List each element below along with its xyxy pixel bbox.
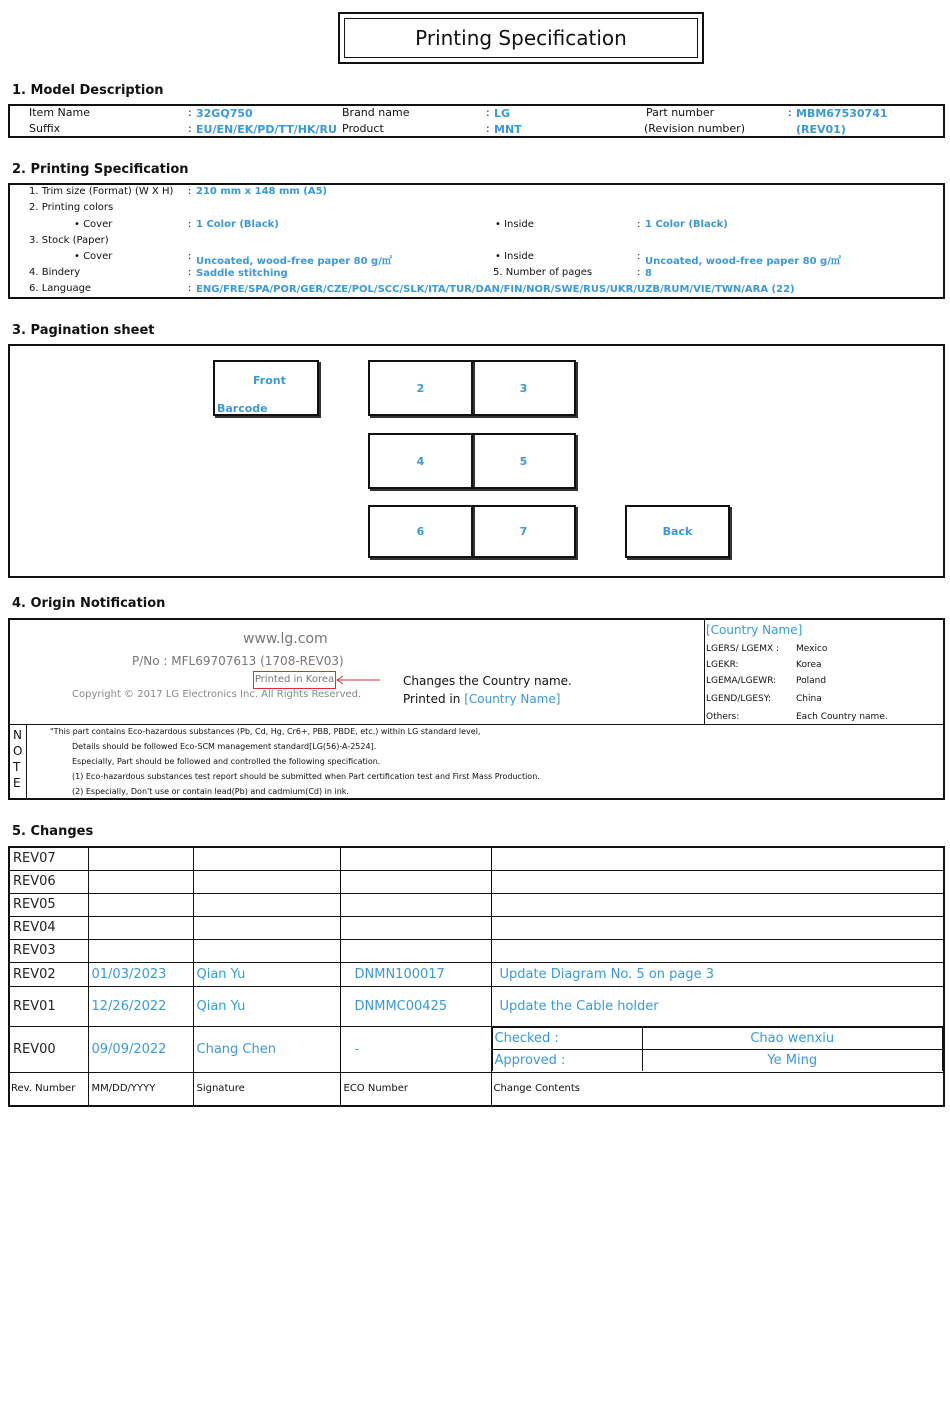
eco-cell	[340, 847, 491, 870]
section-3-heading: 3. Pagination sheet	[12, 323, 155, 338]
arrow-left-icon	[334, 674, 382, 686]
country-code: LGEMA/LGEWR:	[706, 676, 777, 686]
back-label: Back	[662, 525, 693, 538]
rev-cell: REV02	[9, 962, 88, 986]
note-letter: O	[13, 744, 23, 758]
note-line: (1) Eco-hazardous substances test report should be submitted when Part certification test and First Mass Production.	[72, 772, 540, 781]
note-letter: E	[13, 776, 21, 790]
footer-rev: Rev. Number	[9, 1072, 88, 1106]
language-label: 6. Language	[29, 283, 92, 294]
checked-value: Chao wenxiu	[642, 1027, 943, 1049]
checked-row	[492, 1027, 943, 1049]
content-cell: Update Diagram No. 5 on page 3	[491, 962, 944, 986]
signature-cell: Chang Chen	[193, 1026, 340, 1072]
part-number-label: Part number	[646, 106, 715, 119]
table-row	[9, 939, 944, 962]
section-1-heading: 1. Model Description	[12, 83, 164, 98]
page-6-label: 6	[416, 525, 425, 538]
approval-cell	[491, 1026, 944, 1072]
country-code: Others:	[706, 712, 740, 722]
eco-cell	[340, 916, 491, 939]
cover-stock-value: Uncoated, wood-free paper 80 g/㎡	[196, 256, 392, 267]
note-line: Details should be followed Eco-SCM management standard[LG(56)-A-2524].	[72, 742, 377, 751]
suffix-label: Suffix	[29, 122, 61, 135]
eco-cell: DNMMC00425	[340, 986, 491, 1026]
trim-label: 1. Trim size (Format) (W X H)	[29, 186, 174, 197]
approved-value: Ye Ming	[642, 1049, 943, 1071]
date-cell: 09/09/2022	[88, 1026, 193, 1072]
printed-in-line	[403, 692, 560, 706]
colon: :	[486, 106, 490, 119]
stock-label: 3. Stock (Paper)	[29, 235, 109, 246]
country-name: China	[796, 694, 822, 704]
country-placeholder: [Country Name]	[464, 692, 561, 706]
change-note: Changes the Country name.	[403, 674, 572, 688]
colon: :	[188, 219, 192, 230]
revision-label: (Revision number)	[644, 122, 745, 135]
colon: :	[188, 251, 192, 262]
cover-color-value: 1 Color (Black)	[196, 219, 279, 230]
rev-cell: REV01	[9, 986, 88, 1026]
inside-color-value: 1 Color (Black)	[645, 219, 728, 230]
eco-cell: -	[340, 1026, 491, 1072]
footer-signature: Signature	[193, 1072, 340, 1106]
divider	[10, 724, 943, 725]
part-number-value: MBM67530741	[796, 107, 888, 120]
eco-cell: DNMN100017	[340, 962, 491, 986]
rev-cell: REV06	[9, 870, 88, 893]
date-cell	[88, 847, 193, 870]
colon: :	[188, 106, 192, 119]
page-5	[471, 433, 576, 489]
colon: :	[637, 267, 641, 278]
eco-cell	[340, 870, 491, 893]
table-row	[9, 893, 944, 916]
approved-label: Approved :	[492, 1049, 642, 1071]
inside-label: • Inside	[495, 251, 534, 262]
country-code: LGEND/LGESY:	[706, 694, 772, 704]
section-4-heading: 4. Origin Notification	[12, 596, 166, 611]
brand-label: Brand name	[342, 106, 410, 119]
country-name: Poland	[796, 676, 827, 686]
product-label: Product	[342, 122, 384, 135]
signature-cell: Qian Yu	[193, 962, 340, 986]
date-cell	[88, 939, 193, 962]
page-7-label: 7	[519, 525, 528, 538]
note-line: (2) Especially, Don't use or contain lead(Pb) and cadmium(Cd) in ink.	[72, 787, 349, 796]
table-row	[9, 916, 944, 939]
brand-value: LG	[494, 107, 511, 120]
rev-cell: REV00	[9, 1026, 88, 1072]
signature-cell	[193, 847, 340, 870]
country-name: Korea	[796, 660, 822, 670]
rev-cell: REV07	[9, 847, 88, 870]
barcode-label: Barcode	[217, 402, 268, 415]
section-2-heading: 2. Printing Specification	[12, 162, 189, 177]
page-3	[471, 360, 576, 416]
item-name-value: 32GQ750	[196, 107, 253, 120]
checked-label: Checked :	[492, 1027, 642, 1049]
country-name: Each Country name.	[796, 712, 888, 722]
footer-content: Change Contents	[491, 1072, 944, 1106]
content-cell	[491, 870, 944, 893]
table-row	[9, 986, 944, 1026]
note-letter: N	[13, 728, 22, 742]
note-line: "This part contains Eco-hazardous substances (Pb, Cd, Hg, Cr6+, PBB, PBDE, etc.) within LG standard level,	[50, 727, 481, 736]
approval-table	[492, 1027, 944, 1072]
pages-value: 8	[645, 268, 652, 279]
copyright-text: Copyright © 2017 LG Electronics Inc. All Rights Reserved.	[72, 689, 362, 700]
table-row	[9, 962, 944, 986]
bindery-value: Saddle stitching	[196, 268, 288, 279]
note-letter: T	[13, 760, 21, 774]
page-4	[368, 433, 473, 489]
page-2	[368, 360, 473, 416]
page-5-label: 5	[519, 454, 528, 468]
signature-cell	[193, 939, 340, 962]
printing-spec-box	[8, 183, 945, 299]
country-name: Mexico	[796, 644, 828, 654]
content-cell	[491, 847, 944, 870]
content-cell	[491, 939, 944, 962]
language-value: ENG/FRE/SPA/POR/GER/CZE/POL/SCC/SLK/ITA/TUR/DAN/FIN/NOR/SWE/RUS/UKR/UZB/RUM/VIE/TWN/ARA (22)	[196, 284, 795, 295]
section-5-heading: 5. Changes	[12, 824, 94, 839]
www-text: www.lg.com	[243, 631, 328, 647]
date-cell: 12/26/2022	[88, 986, 193, 1026]
note-line: Especially, Part should be followed and controlled the following specification.	[72, 757, 381, 766]
colon: :	[188, 122, 192, 135]
date-cell	[88, 893, 193, 916]
model-description-box	[8, 104, 945, 138]
rev-cell: REV05	[9, 893, 88, 916]
date-cell: 01/03/2023	[88, 962, 193, 986]
page-3-label: 3	[519, 381, 528, 395]
bindery-label: 4. Bindery	[29, 267, 81, 278]
colon: :	[637, 251, 641, 262]
page-2-label: 2	[416, 381, 425, 395]
front-page	[213, 360, 319, 416]
page-6	[368, 505, 473, 558]
cover-label: • Cover	[74, 219, 113, 230]
changes-table	[8, 846, 945, 1107]
colon: :	[486, 122, 490, 135]
country-code: LGEKR:	[706, 660, 739, 670]
signature-cell	[193, 916, 340, 939]
colon: :	[188, 283, 192, 294]
item-name-label: Item Name	[29, 106, 90, 119]
country-code: LGERS/ LGEMX :	[706, 644, 780, 654]
part-number-text: P/No : MFL69707613 (1708-REV03)	[132, 654, 344, 668]
rev-cell: REV03	[9, 939, 88, 962]
product-value: MNT	[494, 123, 522, 136]
content-cell	[491, 916, 944, 939]
content-cell	[491, 893, 944, 916]
footer-eco: ECO Number	[340, 1072, 491, 1106]
divider	[704, 620, 705, 724]
table-footer-row	[9, 1072, 944, 1106]
table-row	[9, 1026, 944, 1072]
eco-cell	[340, 893, 491, 916]
table-row	[9, 847, 944, 870]
colon: :	[188, 267, 192, 278]
back-page	[625, 505, 730, 558]
pages-label: 5. Number of pages	[493, 267, 593, 278]
country-header: [Country Name]	[706, 623, 803, 637]
title-box	[338, 12, 704, 64]
inside-label: • Inside	[495, 219, 534, 230]
origin-box	[8, 618, 945, 800]
colon: :	[788, 106, 792, 119]
approved-row	[492, 1049, 943, 1071]
eco-cell	[340, 939, 491, 962]
page-title: Printing Specification	[344, 18, 698, 58]
table-row	[9, 870, 944, 893]
suffix-value: EU/EN/EK/PD/TT/HK/RU	[196, 123, 337, 136]
rev-cell: REV04	[9, 916, 88, 939]
printed-in-korea-text: Printed in Korea	[253, 671, 336, 689]
colon: :	[637, 219, 641, 230]
page-7	[471, 505, 576, 558]
signature-cell	[193, 893, 340, 916]
colon: :	[188, 186, 192, 197]
content-cell: Update the Cable holder	[491, 986, 944, 1026]
divider	[26, 724, 27, 798]
front-label: Front	[253, 374, 286, 387]
trim-value: 210 mm x 148 mm (A5)	[196, 186, 328, 197]
footer-date: MM/DD/YYYY	[88, 1072, 193, 1106]
cover-label: • Cover	[74, 251, 113, 262]
printing-colors-label: 2. Printing colors	[29, 202, 114, 213]
page-4-label: 4	[416, 454, 425, 468]
revision-value: (REV01)	[796, 123, 846, 136]
inside-stock-value: Uncoated, wood-free paper 80 g/㎡	[645, 256, 841, 267]
signature-cell	[193, 870, 340, 893]
date-cell	[88, 916, 193, 939]
printed-in-label: Printed in	[403, 692, 461, 706]
date-cell	[88, 870, 193, 893]
signature-cell: Qian Yu	[193, 986, 340, 1026]
